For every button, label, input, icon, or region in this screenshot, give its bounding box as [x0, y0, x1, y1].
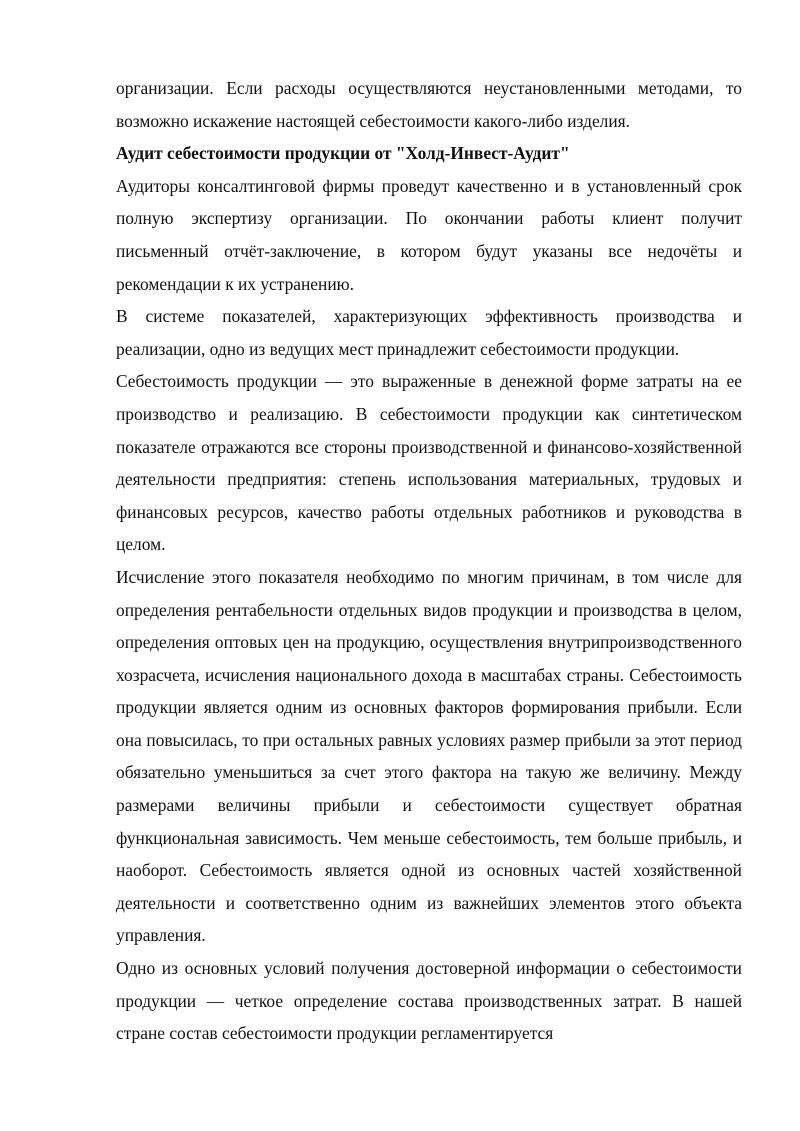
paragraph-cost-definition: Себестоимость продукции — это выраженные в денежной форме затраты на ее производство и реализацию. В себестоимости продукции как синтетическом показателе отражаются все стороны производственной и финансово-хозяйственной деятельности предприятия: степень использования материальных, трудовых и финансовых ресурсов, качество работы отдельных работников и руководства в целом.: [116, 371, 742, 555]
paragraph-conditions: Одно из основных условий получения достоверной информации о себестоимости продукции — четкое определение состава производственных затрат. В нашей стране состав себестоимости продукции регламентируется: [116, 958, 742, 1044]
section-heading: Аудит себестоимости продукции от "Холд-Инвест-Аудит": [116, 143, 570, 164]
document-page: [116, 72, 742, 1050]
paragraph-indicators: В системе показателей, характеризующих эффективность производства и реализации, одно из ведущих мест принадлежит себестоимости продукции.: [116, 306, 742, 359]
paragraph-calculation: Исчисление этого показателя необходимо по многим причинам, в том числе для определения рентабельности отдельных видов продукции и производства в целом, определения оптовых цен на продукцию, осуществления внутрипроизводственного хозрасчета, исчисления национального дохода в масштабах страны. Себестоимость продукции является одним из основных факторов формирования прибыли. Если она повысилась, то при остальных равных условиях размер прибыли за этот период обязательно уменьшиться за счет этого фактора на такую же величину. Между размерами величины прибыли и себестоимости существует обратная функциональная зависимость. Чем меньше себестоимость, тем больше прибыль, и наоборот. Себестоимость является одной из основных частей хозяйственной деятельности и соответственно одним из важнейших элементов этого объекта управления.: [116, 566, 742, 946]
paragraph-auditors: Аудиторы консалтинговой фирмы проведут качественно и в установленный срок полную экспертизу организации. По окончании работы клиент получит письменный отчёт-заключение, в котором будут указаны все недочёты и рекомендации к их устранению.: [116, 175, 742, 294]
paragraph-intro-continuation: организации. Если расходы осуществляются неустановленными методами, то возможно искажение настоящей себестоимости какого-либо изделия.: [116, 78, 742, 131]
